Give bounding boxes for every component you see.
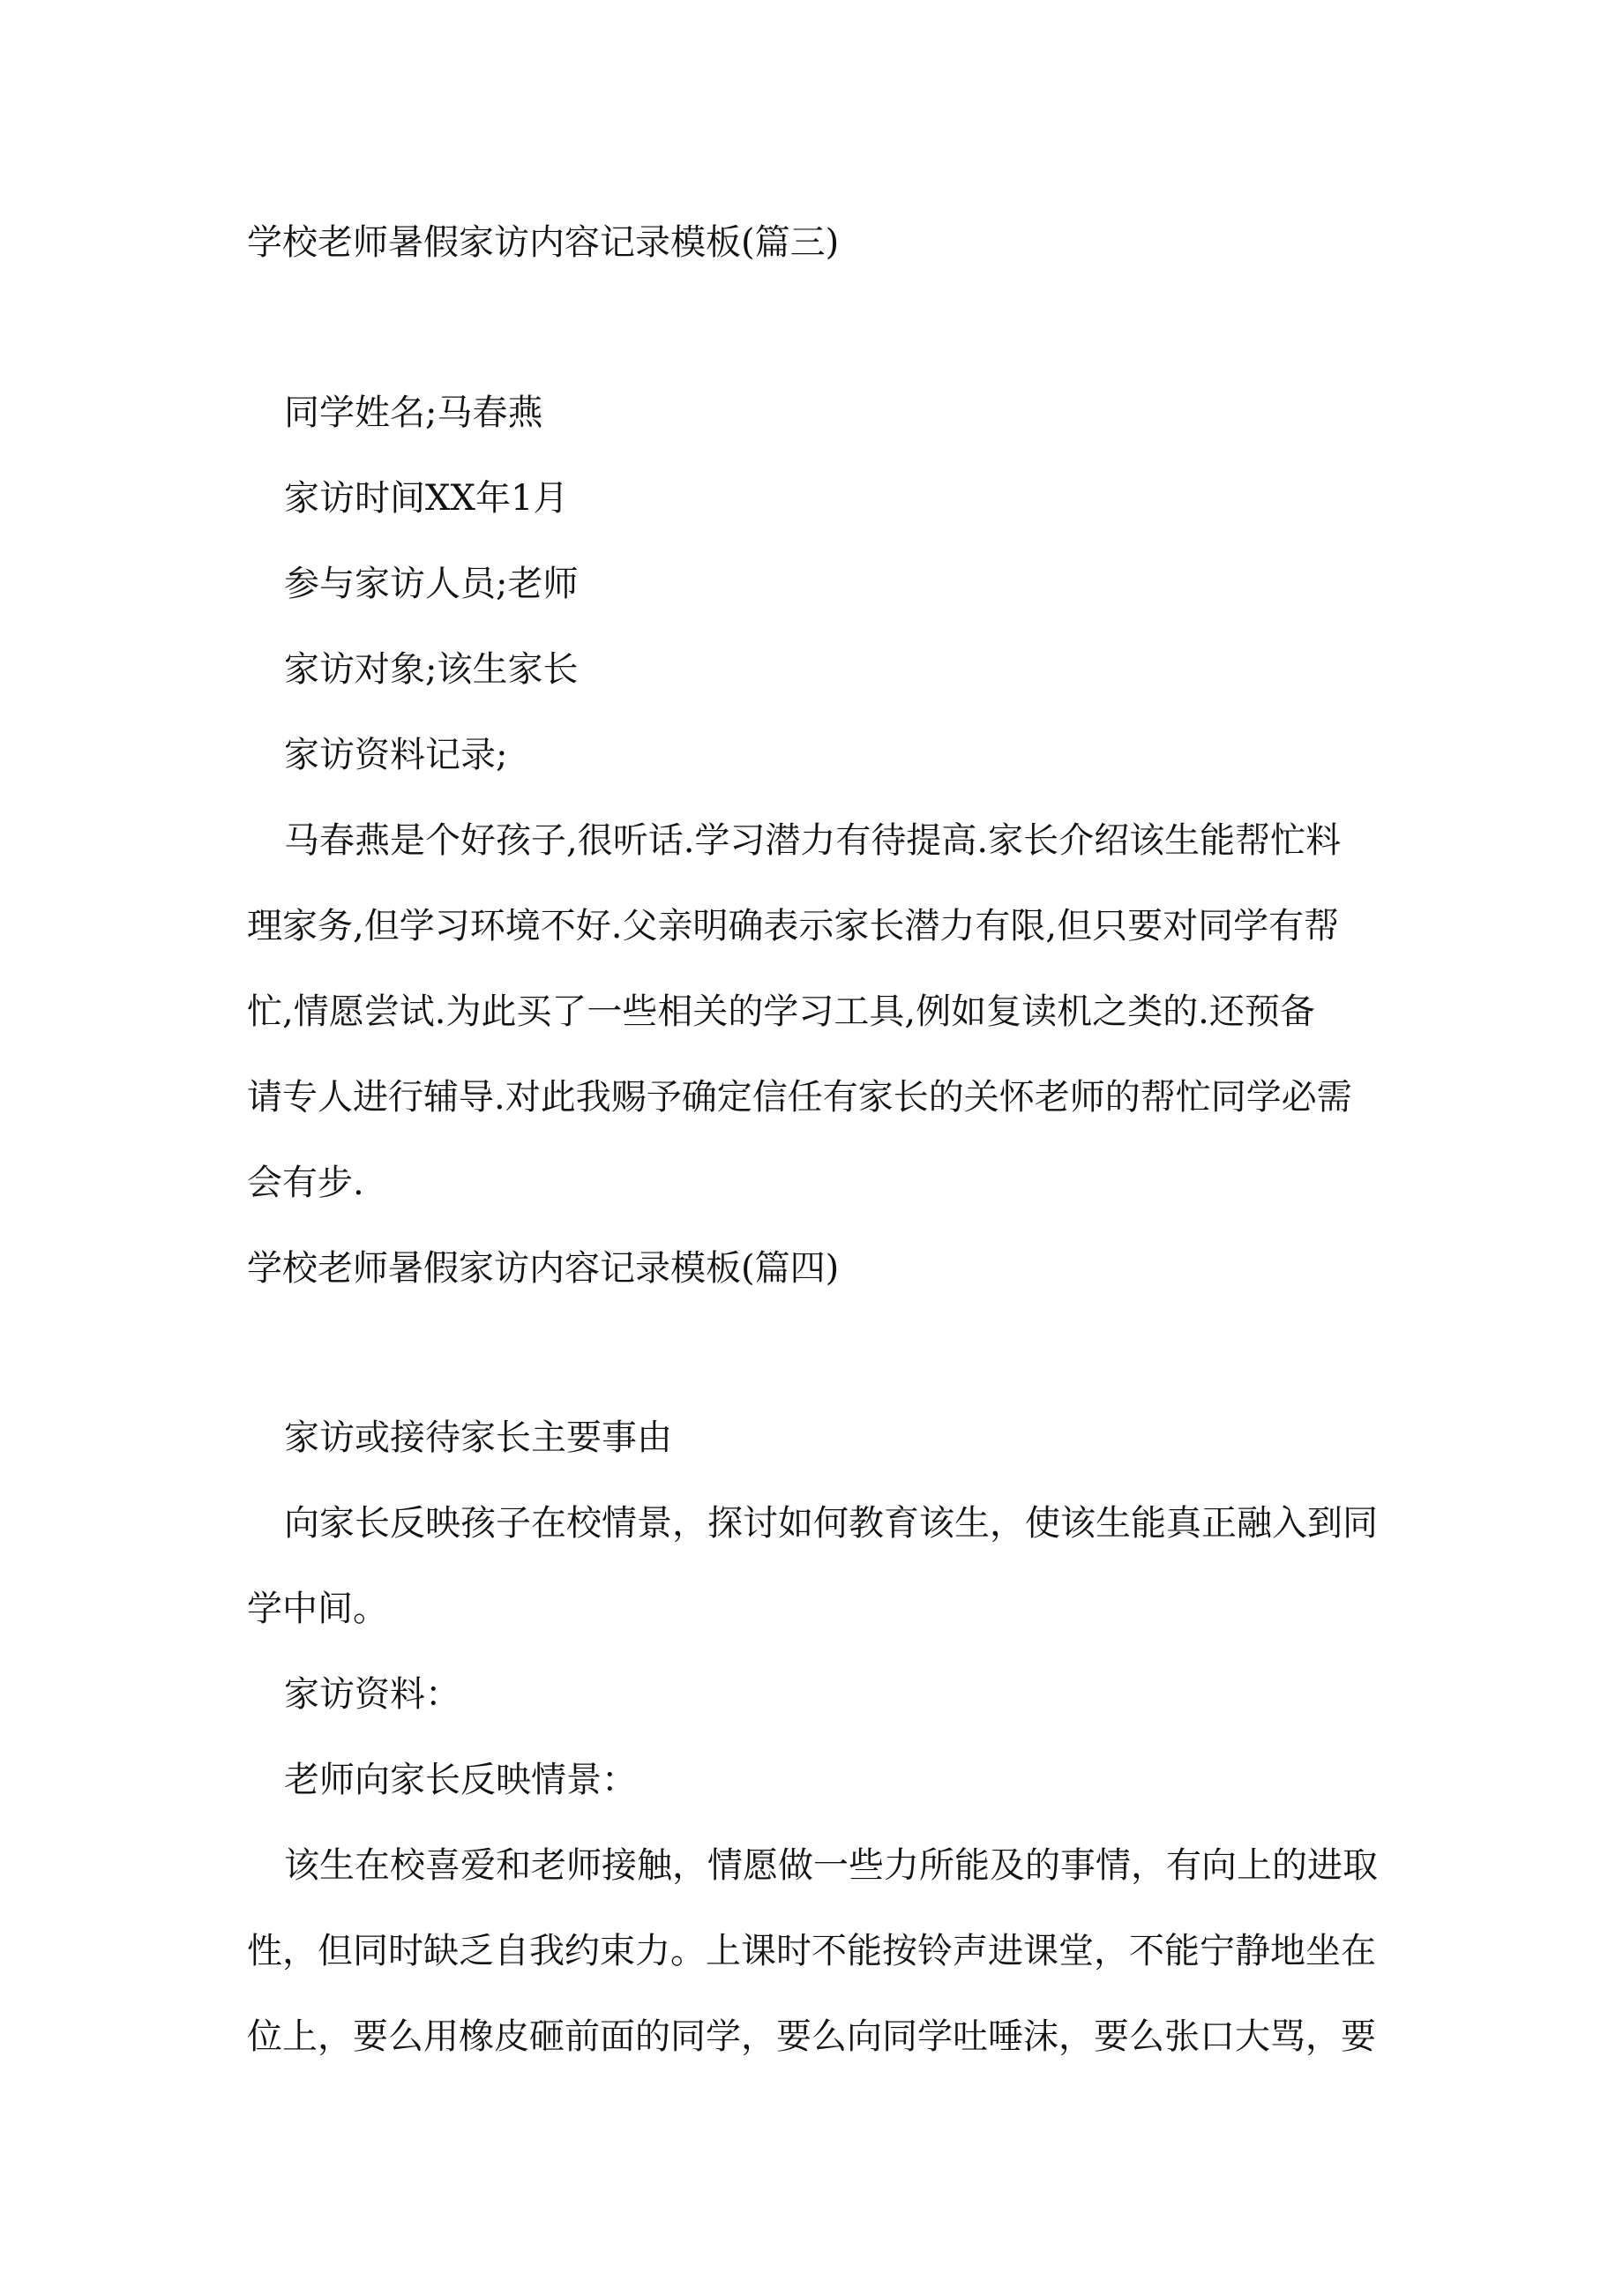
reason-paragraph-line: 向家长反映孩子在校情景，探讨如何教育该生，使该生能真正融入到同 [284, 1503, 1378, 1544]
field-visit-time: 家访时间XX年1月 [284, 478, 569, 519]
field-visit-staff: 参与家访人员;老师 [284, 564, 579, 604]
reason-paragraph-line: 学中间。 [247, 1589, 388, 1629]
section4-heading: 学校老师暑假家访内容记录模板(篇四) [247, 1248, 840, 1289]
record-paragraph-line: 会有步. [247, 1163, 364, 1203]
report-paragraph-line: 该生在校喜爱和老师接触，情愿做一些力所能及的事情，有向上的进取 [284, 1845, 1378, 1886]
record-paragraph-line: 马春燕是个好孩子,很听话.学习潜力有待提高.家长介绍该生能帮忙料 [284, 820, 1342, 861]
field-student-name: 同学姓名;马春燕 [284, 393, 543, 433]
section3-heading: 学校老师暑假家访内容记录模板(篇三) [247, 222, 840, 263]
material-label: 家访资料： [284, 1674, 460, 1715]
reason-label: 家访或接待家长主要事由 [284, 1417, 672, 1458]
field-visit-target: 家访对象;该生家长 [284, 649, 579, 690]
record-paragraph-line: 忙,情愿尝试.为此买了一些相关的学习工具,例如复读机之类的.还预备 [247, 991, 1315, 1032]
record-paragraph-line: 理家务,但学习环境不好.父亲明确表示家长潜力有限,但只要对同学有帮 [247, 906, 1340, 946]
report-label: 老师向家长反映情景： [284, 1760, 637, 1800]
report-paragraph-line: 位上，要么用橡皮砸前面的同学，要么向同学吐唾沫，要么张口大骂，要 [247, 2016, 1376, 2057]
field-record-label: 家访资料记录; [284, 735, 508, 775]
report-paragraph-line: 性，但同时缺乏自我约束力。上课时不能按铃声进课堂，不能宁静地坐在 [247, 1931, 1376, 1971]
record-paragraph-line: 请专人进行辅导.对此我赐予确定信任有家长的关怀老师的帮忙同学必需 [247, 1077, 1352, 1118]
